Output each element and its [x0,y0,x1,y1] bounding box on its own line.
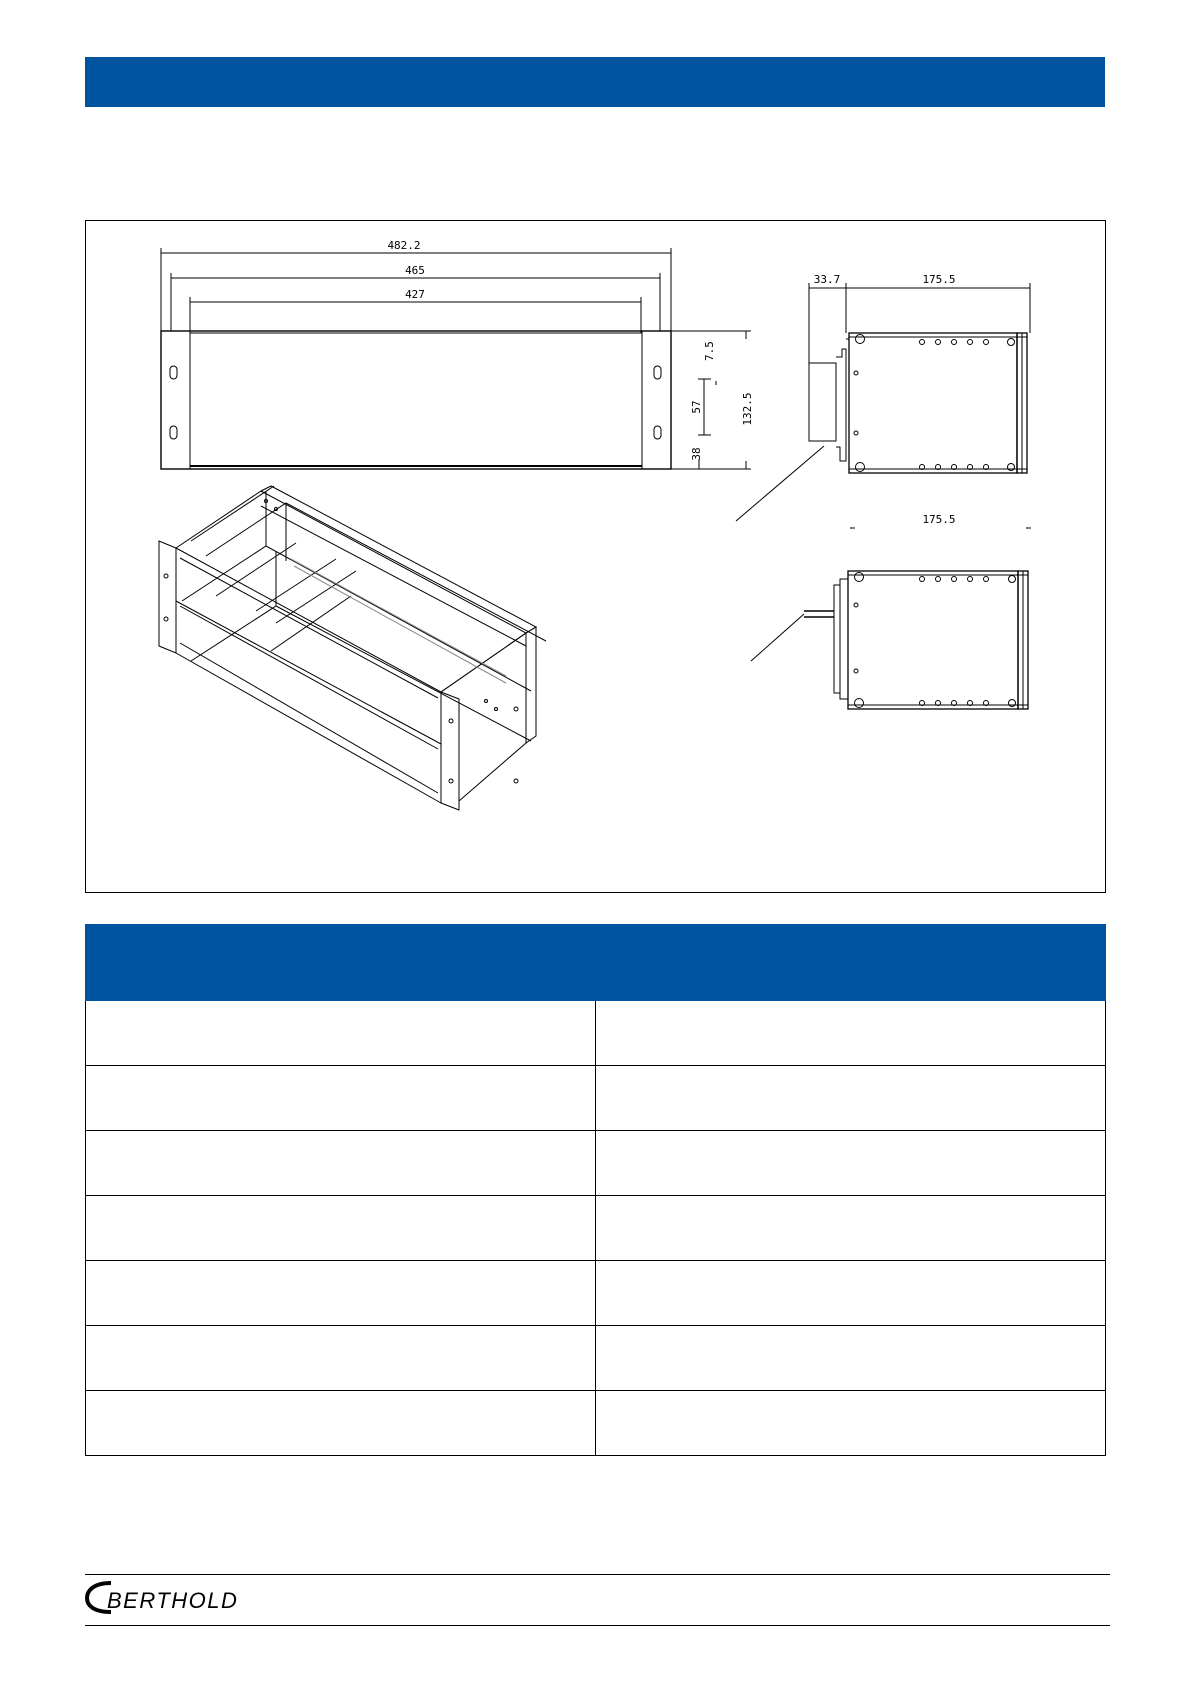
dim-hole-spacing: 57 [690,400,703,414]
technical-drawing-frame [85,220,1106,893]
technical-drawing [86,221,1107,894]
row-value [596,1001,1106,1066]
table-row [86,1196,1106,1261]
table-row [86,1001,1106,1066]
spec-table [85,924,1106,1456]
table-row [86,1391,1106,1456]
row-value [596,1326,1106,1391]
row-label [86,1131,596,1196]
row-label [86,1066,596,1131]
spec-table-header-cell [86,925,1106,1001]
dim-hole-offset-top: 7.5 [703,341,716,361]
row-label [86,1196,596,1261]
dim-mounting-hole-distance: 465 [405,264,425,277]
row-label [86,1261,596,1326]
row-value [596,1261,1106,1326]
row-value [596,1391,1106,1456]
dim-handle-depth: 33.7 [813,273,841,286]
table-row [86,1066,1106,1131]
dim-depth-top: 175.5 [922,273,956,286]
table-row [86,1326,1106,1391]
dim-inner-width: 427 [405,288,425,301]
front-view [161,248,751,469]
footer-top-rule [85,1574,1110,1575]
side-view-top [736,283,1030,521]
dim-depth-bottom: 175.5 [922,513,956,526]
dim-overall-width: 482.2 [387,239,421,252]
row-value [596,1066,1106,1131]
spec-table-header [86,925,1106,1001]
isometric-view [159,486,546,810]
row-value [596,1131,1106,1196]
logo-text: BERTHOLD [107,1588,239,1613]
dim-height: 132.5 [741,392,754,426]
berthold-logo [85,1577,285,1617]
table-row [86,1261,1106,1326]
dim-hole-offset-bottom: 38 [690,447,703,461]
section-title-bar [85,57,1105,107]
footer-bottom-rule [85,1625,1110,1626]
row-label [86,1326,596,1391]
table-row [86,1131,1106,1196]
row-value [596,1196,1106,1261]
row-label [86,1001,596,1066]
side-view-bottom [751,528,1031,709]
row-label [86,1391,596,1456]
